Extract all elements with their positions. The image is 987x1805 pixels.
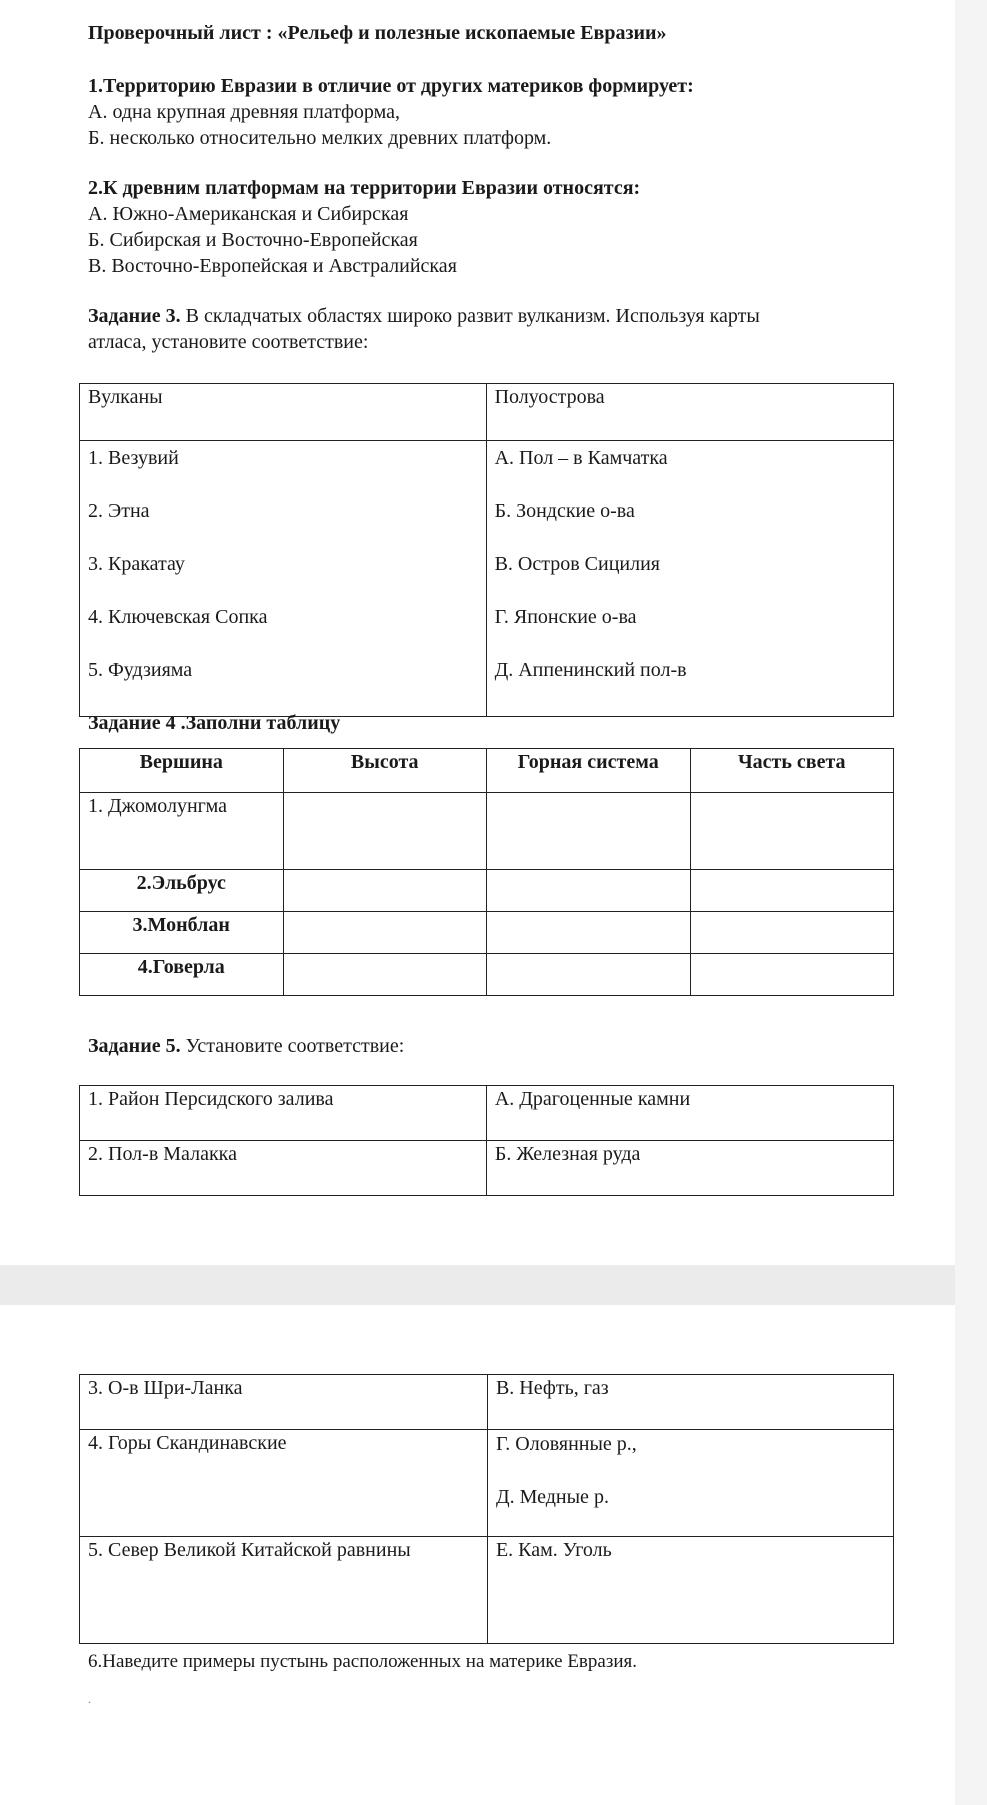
volcano-item: 5. Фудзияма [88,659,193,681]
question-6-text: 6.Наведите примеры пустынь расположенных на материке Евразия. [88,1651,637,1672]
task-3-text-2: атласа, установите соответствие: [88,331,369,353]
height-answer-cell[interactable] [283,870,487,912]
volcano-item: 1. Везувий [88,447,179,469]
volcanoes-list [80,441,487,717]
task-5-label: Задание 5. [88,1035,181,1057]
volcanoes-header: Вулканы [80,384,487,441]
task-3-intro [88,304,760,329]
height-header: Высота [283,749,487,793]
continent-part-answer-cell[interactable] [690,870,894,912]
resource-cell: А. Драгоценные камни [486,1086,893,1141]
continent-part-answer-cell[interactable] [690,954,894,996]
continent-part-header: Часть света [690,749,894,793]
task-5-text: Установите соответствие: [180,1035,405,1057]
mountain-system-answer-cell[interactable] [487,870,691,912]
peak-header: Вершина [80,749,284,793]
region-item: Б. Зондские о-ва [494,500,635,522]
worksheet-title: Проверочный лист : «Рельеф и полезные ископаемые Евразии» [88,22,667,44]
question-2-option-a: А. Южно-Американская и Сибирская [88,203,409,225]
region-item: В. Остров Сицилия [494,553,660,575]
resource-line: Г. Оловянные р., [495,1433,637,1455]
question-1-option-a: А. одна крупная древняя платформа, [88,101,400,123]
trailing-mark: . [88,1692,91,1706]
mountain-system-answer-cell[interactable] [487,793,691,870]
question-1-option-b: Б. несколько относительно мелких древних платформ. [88,127,552,149]
resource-cell: Е. Кам. Уголь [487,1537,893,1644]
resource-cell: Б. Железная руда [486,1141,893,1196]
continent-part-answer-cell[interactable] [690,912,894,954]
task-4-table [79,748,894,996]
region-item: А. Пол – в Камчатка [494,447,668,469]
height-answer-cell[interactable] [283,912,487,954]
region-cell: 5. Север Великой Китайской равнины [80,1537,488,1644]
continent-part-answer-cell[interactable] [690,793,894,870]
region-cell: 3. О-в Шри-Ланка [80,1375,488,1430]
task-3-table [79,383,894,717]
viewer-margin [955,0,987,1805]
mountain-system-answer-cell[interactable] [487,954,691,996]
peak-cell: 4.Говерла [80,954,284,996]
height-answer-cell[interactable] [283,793,487,870]
region-cell: 1. Район Персидского залива [80,1086,487,1141]
region-item: Г. Японские о-ва [494,606,637,628]
task-5-table-part-2 [79,1374,894,1644]
volcano-item: 2. Этна [88,500,150,522]
task-5-table-part-1 [79,1085,894,1196]
volcano-item: 4. Ключевская Сопка [88,606,268,628]
question-2-option-b: Б. Сибирская и Восточно-Европейская [88,229,418,251]
regions-header: Полуострова [486,384,893,441]
task-4-title: Задание 4 .Заполни таблицу [88,712,341,734]
peak-cell: 3.Монблан [80,912,284,954]
page-gap [0,1265,987,1305]
region-cell: 4. Горы Скандинавские [80,1430,488,1537]
volcano-item: 3. Кракатау [88,553,185,575]
task-3-label: Задание 3. [88,305,181,327]
question-2-text: 2.К древним платформам на территории Евразии относятся: [88,177,641,199]
peak-cell: 1. Джомолунгма [80,793,284,870]
region-cell: 2. Пол-в Малакка [80,1141,487,1196]
task-3-text-1: В складчатых областях широко развит вулканизм. Используя карты [180,305,760,327]
mountain-system-header: Горная система [487,749,691,793]
task-5-intro [88,1034,404,1059]
resource-cell: В. Нефть, газ [487,1375,893,1430]
resource-cell [487,1430,893,1537]
resource-line: Д. Медные р. [495,1486,609,1508]
peak-cell: 2.Эльбрус [80,870,284,912]
region-item: Д. Аппенинский пол-в [494,659,687,681]
question-2-option-c: В. Восточно-Европейская и Австралийская [88,255,457,277]
mountain-system-answer-cell[interactable] [487,912,691,954]
regions-list [486,441,893,717]
question-1-text: 1.Территорию Евразии в отличие от других материков формирует: [88,75,694,97]
height-answer-cell[interactable] [283,954,487,996]
